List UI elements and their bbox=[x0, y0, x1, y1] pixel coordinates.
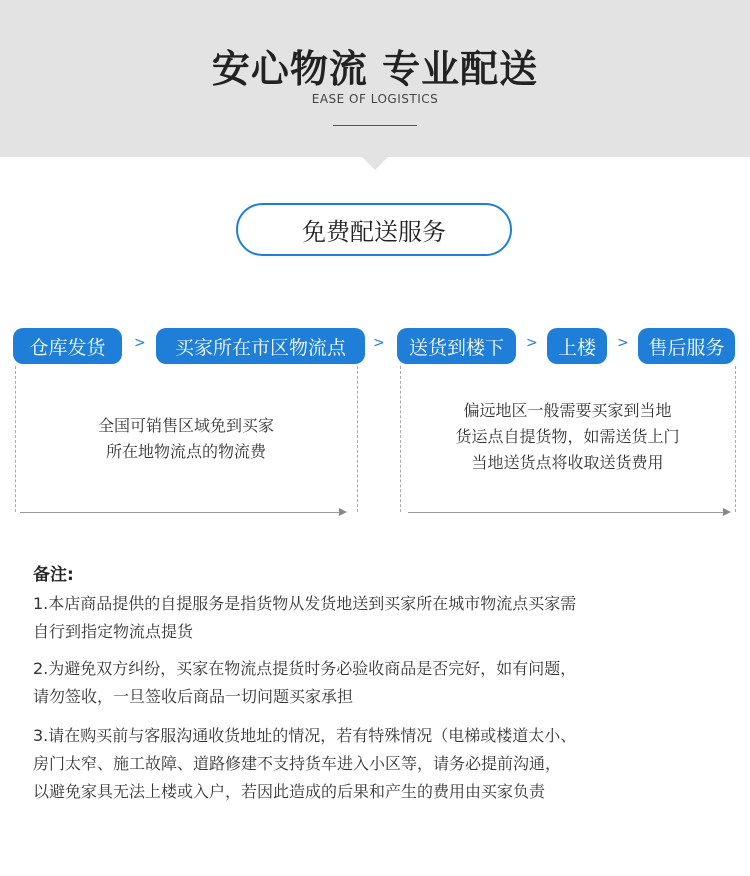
step-warehouse-ship: 仓库发货 bbox=[13, 328, 122, 364]
page-title: 安心物流 专业配送 bbox=[211, 47, 539, 91]
left-range-arrow-line bbox=[20, 512, 340, 513]
left-range-arrowhead-icon bbox=[339, 508, 347, 516]
step-buyer-city-logistics: 买家所在市区物流点 bbox=[156, 328, 365, 364]
step-arrow: > bbox=[617, 335, 629, 351]
free-delivery-badge: 免费配送服务 bbox=[236, 203, 512, 256]
description-line: 偏远地区一般需要买家到当地 bbox=[463, 401, 672, 420]
step-arrow: > bbox=[134, 335, 146, 351]
note-line: 3.请在购买前与客服沟通收货地址的情况，若有特殊情况（电梯或楼道太小、 bbox=[33, 726, 577, 745]
page-subtitle: EASE OF LOGISTICS bbox=[311, 92, 439, 106]
note-item bbox=[33, 722, 723, 806]
note-line: 2.为避免双方纠纷，买家在物流点提货时务必验收商品是否完好，如有问题， bbox=[33, 659, 577, 678]
header-notch bbox=[361, 156, 389, 170]
step-after-sales: 售后服务 bbox=[638, 328, 735, 364]
description-line: 货运点自提货物，如需送货上门 bbox=[455, 427, 680, 446]
note-line: 自行到指定物流点提货 bbox=[33, 622, 194, 641]
note-line: 请勿签收，一旦签收后商品一切问题买家承担 bbox=[33, 687, 354, 706]
left-bracket-end-line bbox=[357, 366, 358, 512]
step-arrow: > bbox=[526, 335, 538, 351]
right-description bbox=[405, 398, 730, 476]
right-range-arrow-line bbox=[408, 512, 724, 513]
step-arrow: > bbox=[373, 335, 385, 351]
right-bracket-end-line bbox=[735, 366, 736, 512]
left-bracket-start-line bbox=[15, 366, 16, 512]
note-line: 以避免家具无法上楼或入户，若因此造成的后果和产生的费用由买家负责 bbox=[33, 782, 546, 801]
left-description bbox=[20, 413, 352, 465]
right-range-arrowhead-icon bbox=[723, 508, 731, 516]
step-upstairs: 上楼 bbox=[547, 328, 607, 364]
note-line: 房门太窄、施工故障、道路修建不支持货车进入小区等，请务必提前沟通， bbox=[33, 754, 562, 773]
note-item bbox=[33, 655, 723, 711]
right-bracket-start-line bbox=[400, 366, 401, 512]
note-item bbox=[33, 590, 723, 646]
description-line: 全国可销售区域免到买家 bbox=[97, 416, 274, 435]
notes-heading: 备注: bbox=[33, 565, 74, 585]
title-divider bbox=[333, 125, 417, 126]
description-line: 所在地物流点的物流费 bbox=[105, 442, 266, 461]
description-line: 当地送货点将收取送货费用 bbox=[471, 453, 664, 472]
note-line: 1.本店商品提供的自提服务是指货物从发货地送到买家所在城市物流点买家需 bbox=[33, 594, 577, 613]
step-deliver-downstairs: 送货到楼下 bbox=[397, 328, 516, 364]
